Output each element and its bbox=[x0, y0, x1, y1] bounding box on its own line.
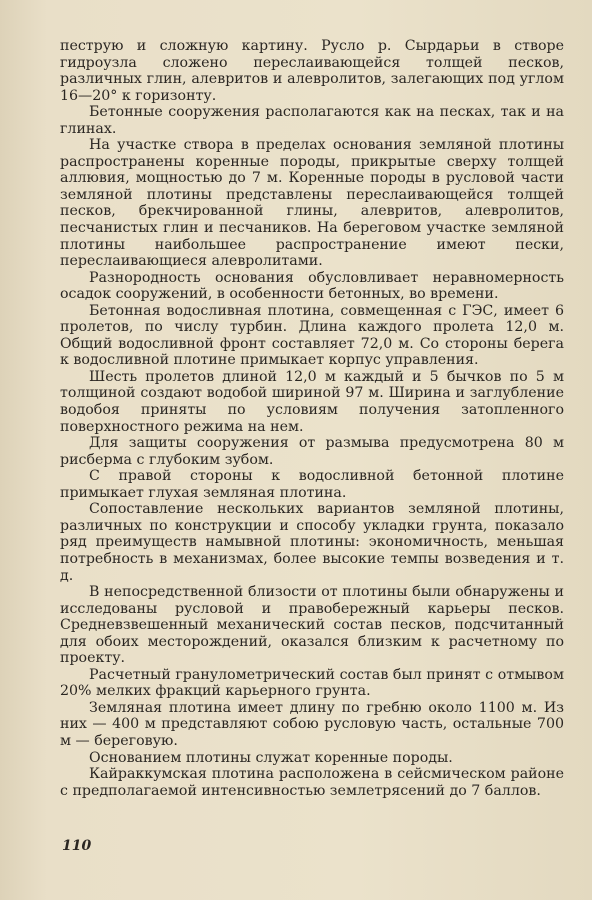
paragraph-8: С правой стороны к водосливной бетонной плотине примыкает глухая земляная плотина. bbox=[60, 468, 564, 501]
paragraph-2: Бетонные сооружения располагаются как на песках, так и на глинах. bbox=[60, 104, 564, 137]
paragraph-5: Бетонная водосливная плотина, совмещенная с ГЭС, имеет 6 пролетов, по числу турбин. Длина каждого пролета 12,0 м. Общий водосливной фронт составляет 72,0 м. Со стороны берега к водосливной плотине примыкает корпус управления. bbox=[60, 302, 564, 369]
body-text bbox=[60, 38, 564, 799]
paragraph-14: Кайраккумская плотина расположена в сейсмическом районе с предполагаемой интенсивностью землетрясений до 7 баллов. bbox=[60, 766, 564, 799]
paragraph-3: На участке створа в пределах основания земляной плотины распространены коренные породы, прикрытые сверху толщей аллювия, мощностью до 7 м. Коренные породы в русловой части земляной плотины представлены переслаивающейся толщей песков, брекчированной глины, алевритов, алевролитов, песчанистых глин и песчаников. На береговом участке земляной плотины наибольшее распространение имеют пески, переслаивающиеся алевролитами. bbox=[60, 137, 564, 270]
page-number: 110 bbox=[62, 838, 92, 854]
paragraph-10: В непосредственной близости от плотины были обнаружены и исследованы русловой и правобережный карьеры песков. Средневзвешенный механический состав песков, подсчитанный для обоих месторождений, оказался близким к расчетному по проекту. bbox=[60, 584, 564, 667]
paragraph-11: Расчетный гранулометрический состав был принят с отмывом 20% мелких фракций карьерного грунта. bbox=[60, 666, 564, 700]
paragraph-4: Разнородность основания обусловливает неравномерность осадок сооружений, в особенности бетонных, во времени. bbox=[60, 269, 564, 303]
paragraph-6: Шесть пролетов длиной 12,0 м каждый и 5 бычков по 5 м толщиной создают водобой шириной 97 м. Ширина и заглубление водобоя приняты по условиям получения затопленного поверхностного режима на нем. bbox=[60, 368, 564, 435]
paragraph-13: Основанием плотины служат коренные породы. bbox=[89, 749, 453, 766]
paragraph-1: пеструю и сложную картину. Русло р. Сырдарьи в створе гидроузла сложено переслаивающейся толщей песков, различных глин, алевритов и алевролитов, залегающих под углом 16—20° к горизонту. bbox=[60, 38, 564, 104]
paragraph-12: Земляная плотина имеет длину по гребню около 1100 м. Из них — 400 м представляют собою русловую часть, остальные 700 м — береговую. bbox=[60, 699, 564, 749]
paragraph-7: Для защиты сооружения от размыва предусмотрена 80 м рисберма с глубоким зубом. bbox=[60, 435, 564, 468]
paragraph-9: Сопоставление нескольких вариантов земляной плотины, различных по конструкции и способу укладки грунта, показало ряд преимуществ намывной плотины: экономичность, меньшая потребность в механизмах, более высокие темпы возведения и т. д. bbox=[60, 501, 564, 584]
